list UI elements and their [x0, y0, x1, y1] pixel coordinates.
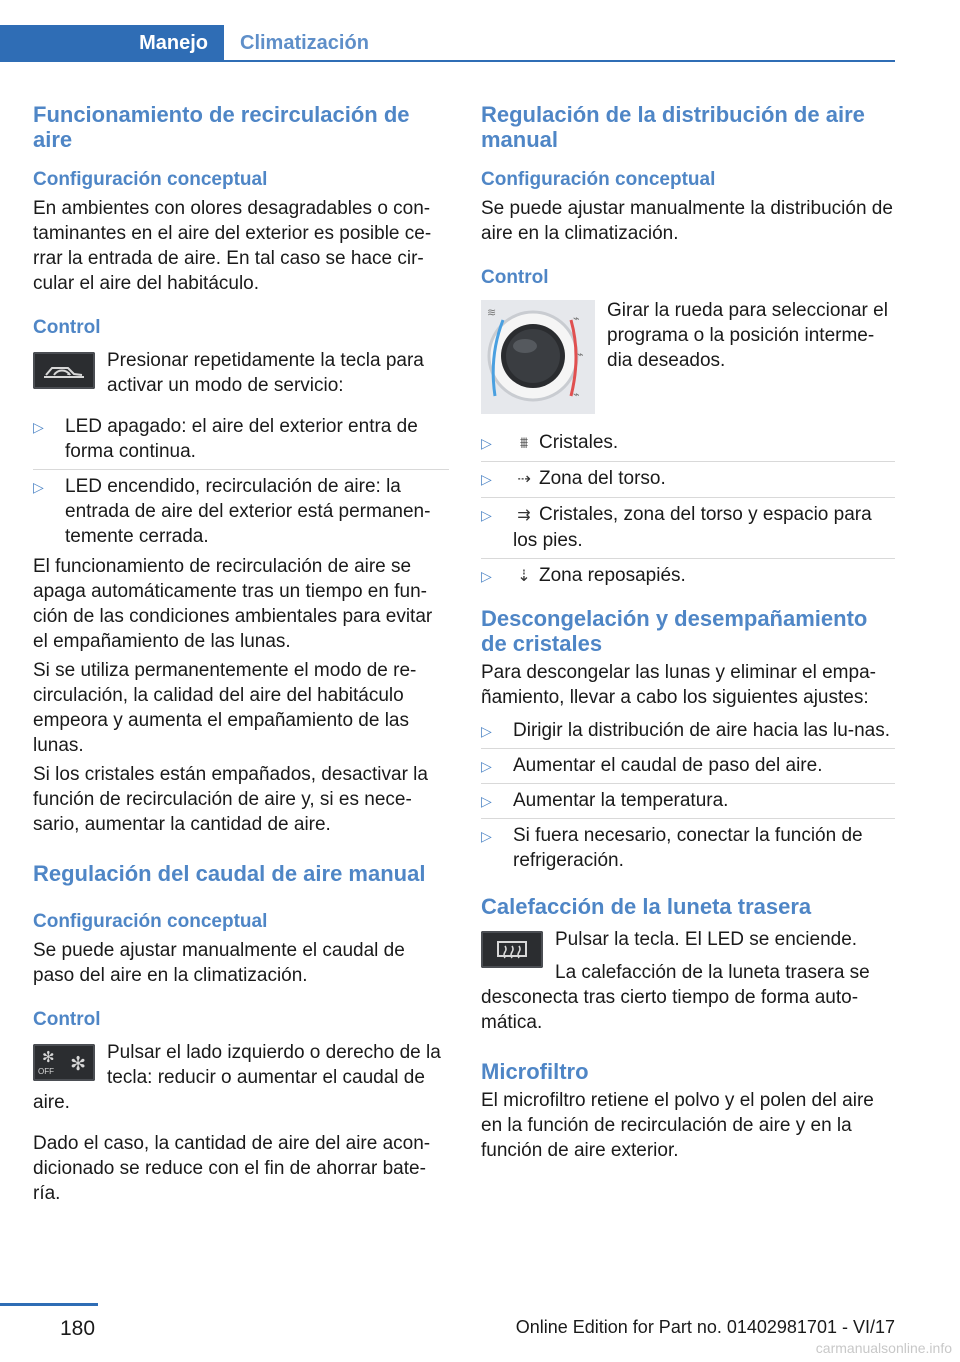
recirculation-button-image [33, 352, 95, 389]
list-item: ▷ Aumentar la temperatura. [481, 784, 895, 819]
left-column [33, 102, 449, 1206]
page-number: 180 [60, 1317, 96, 1340]
section-title-distribution: Regulación de la distribución de aire manual [481, 102, 865, 152]
list-item: ▷ LED encendido, recirculación de aire: la entrada de aire del exterior está permanen‐temente cerrada. [33, 476, 431, 547]
list-item: ▷ Dirigir la distribución de aire hacia las lu‐nas. [481, 714, 895, 749]
watermark: carmanualsonline.info [815, 1340, 952, 1356]
subheading-control: Control [33, 1009, 101, 1030]
svg-text:⌁: ⌁ [573, 389, 580, 401]
edition-text: Online Edition for Part no. 01402981701 - VI/17 [515, 1317, 895, 1337]
section-title-rear-window-heating: Calefacción de la luneta trasera [481, 894, 812, 919]
paragraph: Pulsar la tecla. El LED se enciende. [555, 929, 858, 950]
footer-divider [0, 1303, 98, 1306]
paragraph: En ambientes con olores desagradables o con‐taminantes en el aire del exterior es posible ce‐rrar la entrada de aire. En tal caso se hace cir‐cular el aire del habitáculo. [33, 198, 432, 294]
list-item: ▷ ⇣ Zona reposapiés. [481, 559, 895, 594]
right-column [481, 102, 895, 1163]
windshield-vent-icon: ⩩ [519, 435, 529, 452]
defrost-steps-list [481, 714, 895, 878]
section-title-microfilter: Microfiltro [481, 1059, 589, 1084]
paragraph: Dado el caso, la cantidad de aire del aire acon‐dicionado se reduce con el fin de ahorrar bate‐ría. [33, 1133, 431, 1204]
header-divider [0, 60, 895, 62]
control-text: Pulsar el lado izquierdo o derecho de la tecla: reducir o aumentar el caudal de aire. [33, 1042, 441, 1113]
distribution-modes-list [481, 426, 895, 594]
fan-low-icon: ✻ [42, 1049, 55, 1066]
subheading-control: Control [481, 267, 549, 288]
section-title-airflow: Regulación del caudal de aire manual [33, 861, 426, 886]
triangle-bullet-icon: ▷ [481, 568, 492, 584]
control-block [33, 348, 449, 398]
triangle-bullet-icon: ▷ [481, 471, 492, 487]
triangle-bullet-icon: ▷ [481, 793, 492, 809]
section-title-defrost: Descongelación y desempañamiento de cristales [481, 606, 868, 656]
paragraph: La calefacción de la luneta trasera se desconecta tras cierto tiempo de forma auto‐mática. [481, 962, 870, 1033]
control-block [33, 1040, 449, 1115]
svg-text:≋: ≋ [487, 307, 497, 319]
triangle-bullet-icon: ▷ [481, 758, 492, 774]
triangle-bullet-icon: ▷ [481, 828, 492, 844]
svg-text:⌁: ⌁ [577, 349, 584, 361]
paragraph: Para descongelar las lunas y eliminar el empa‐ñamiento, llevar a cabo los siguientes ajustes: [481, 662, 876, 708]
paragraph: El funcionamiento de recirculación de aire se apaga automáticamente tras un tiempo en fun‐ción de las condiciones ambientales para evitar el empañamiento de las lunas. [33, 556, 433, 652]
footwell-vent-icon: ⇣ [517, 568, 531, 585]
recirculation-car-icon [42, 360, 86, 382]
triangle-bullet-icon: ▷ [481, 723, 492, 739]
control-text: Presionar repetidamente la tecla para activar un modo de servicio: [107, 350, 424, 396]
list-item: ▷ Si fuera necesario, conectar la función de refrigeración. [481, 825, 863, 871]
control-block [481, 927, 895, 1035]
tab-climatizacion[interactable]: Climatización [240, 31, 369, 54]
control-block [481, 298, 895, 414]
list-item: ▷ Aumentar el caudal de paso del aire. [481, 749, 895, 784]
triangle-bullet-icon: ▷ [481, 507, 492, 523]
list-item: ▷ ⇉ Cristales, zona del torso y espacio para los pies. [481, 498, 895, 559]
triangle-bullet-icon: ▷ [481, 435, 492, 451]
page-header [0, 0, 960, 62]
rotary-dial-icon [481, 300, 595, 414]
paragraph: Si los cristales están empañados, desactivar la función de recirculación de aire y, si es nece‐sario, aumentar la cantidad de aire. [33, 764, 428, 835]
off-label: OFF [38, 1067, 54, 1076]
paragraph: El microfiltro retiene el polvo y el polen del aire en la función de recirculación de aire y en la función de aire exterior. [481, 1090, 874, 1161]
list-item: ▷ LED apagado: el aire del exterior entra de forma continua. [33, 410, 449, 470]
subheading-concept: Configuración conceptual [33, 911, 268, 932]
torso-vent-icon: ⇢ [517, 471, 531, 488]
tab-manejo[interactable]: Manejo [0, 25, 224, 61]
list-item: ▷ ⇢ Zona del torso. [481, 462, 895, 498]
paragraph: Se puede ajustar manualmente la distribución de aire en la climatización. [481, 198, 893, 244]
fan-high-icon: ✻ [70, 1054, 86, 1075]
led-states-list [33, 410, 449, 554]
rear-defrost-button-image [481, 931, 543, 968]
distribution-dial-image [481, 300, 595, 414]
all-vents-icon: ⇉ [517, 507, 531, 524]
control-text: Girar la rueda para seleccionar el programa o la posición interme‐dia deseados. [607, 300, 888, 371]
section-title-recirculation: Funcionamiento de recirculación de aire [33, 102, 410, 152]
paragraph: Se puede ajustar manualmente el caudal de paso del aire en la climatización. [33, 940, 405, 986]
rear-defrost-icon [494, 938, 530, 962]
list-item: ▷ ⩩ Cristales. [481, 426, 895, 462]
subheading-concept: Configuración conceptual [481, 169, 716, 190]
svg-text:⌁: ⌁ [573, 313, 580, 325]
triangle-bullet-icon: ▷ [33, 419, 44, 435]
subheading-control: Control [33, 317, 101, 338]
subheading-concept: Configuración conceptual [33, 169, 268, 190]
triangle-bullet-icon: ▷ [33, 479, 44, 495]
paragraph: Si se utiliza permanentemente el modo de re‐circulación, la calidad del aire del habitáculo empeora y aumenta el empañamiento de las lunas. [33, 660, 417, 756]
fan-button-image [33, 1044, 95, 1081]
